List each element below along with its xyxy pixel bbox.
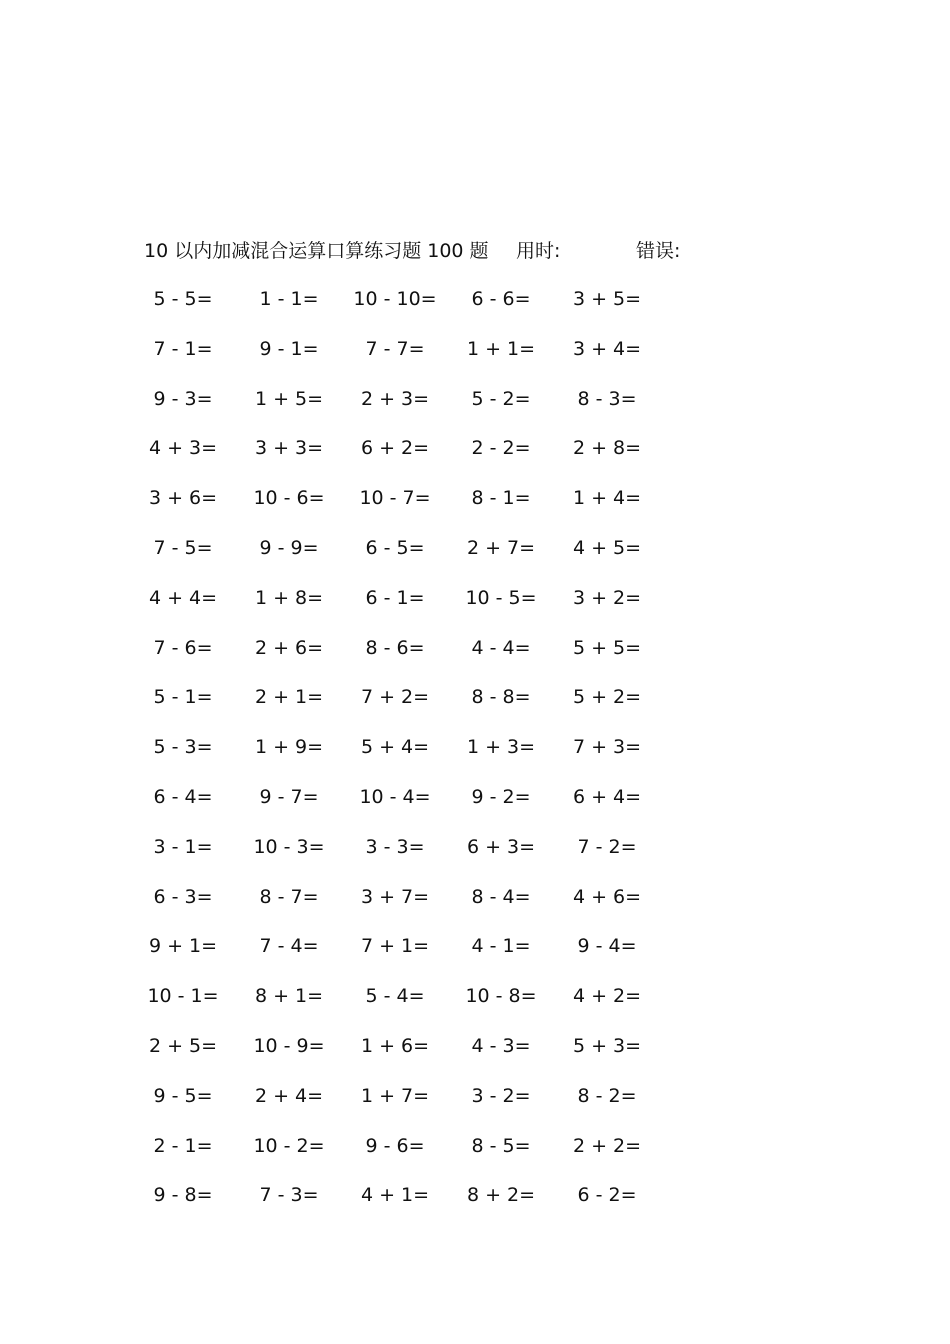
math-problem: 5 - 1= [153, 686, 213, 709]
math-problem: 1 + 5= [254, 387, 324, 410]
math-problem: 2 - 2= [471, 437, 531, 460]
math-problem: 2 + 8= [572, 437, 642, 460]
math-problem: 9 - 5= [153, 1084, 213, 1107]
math-problem: 8 + 2= [466, 1184, 536, 1207]
math-problem: 10 - 3= [253, 835, 325, 858]
math-problem: 9 - 1= [259, 337, 319, 360]
math-problem: 5 + 2= [572, 686, 642, 709]
math-problem: 7 - 5= [153, 536, 213, 559]
math-problem: 10 - 7= [359, 487, 431, 510]
problem-row [0, 931, 950, 981]
math-problem: 4 + 6= [572, 885, 642, 908]
math-problem: 10 - 2= [253, 1134, 325, 1157]
math-problem: 6 - 2= [577, 1184, 637, 1207]
math-problem: 2 + 3= [360, 387, 430, 410]
problem-row [0, 1031, 950, 1081]
math-problem: 7 - 3= [259, 1184, 319, 1207]
math-problem: 4 + 3= [148, 437, 218, 460]
math-problem: 7 - 4= [259, 935, 319, 958]
math-problem: 1 + 1= [466, 337, 536, 360]
math-problem: 3 + 7= [360, 885, 430, 908]
math-problem: 5 - 2= [471, 387, 531, 410]
math-problem: 4 + 2= [572, 985, 642, 1008]
math-problem: 3 + 6= [148, 487, 218, 510]
math-problem: 1 + 8= [254, 586, 324, 609]
math-problem: 5 - 3= [153, 736, 213, 759]
math-problem: 7 + 2= [360, 686, 430, 709]
math-problem: 10 - 1= [147, 985, 219, 1008]
math-problem: 4 - 3= [471, 1034, 531, 1057]
problem-row [0, 1180, 950, 1230]
math-problem: 4 - 4= [471, 636, 531, 659]
math-problem: 2 + 2= [572, 1134, 642, 1157]
math-problem: 2 + 1= [254, 686, 324, 709]
problem-row [0, 882, 950, 932]
math-problem: 8 - 2= [577, 1084, 637, 1107]
math-problem: 4 + 1= [360, 1184, 430, 1207]
math-problem: 5 - 5= [153, 288, 213, 310]
math-problem: 9 - 6= [365, 1134, 425, 1157]
problem-row [0, 981, 950, 1031]
problem-row [0, 583, 950, 633]
math-problem: 7 - 7= [365, 337, 425, 360]
math-problem: 10 - 9= [253, 1034, 325, 1057]
math-problem: 8 - 6= [365, 636, 425, 659]
problem-row [0, 633, 950, 683]
math-problem: 8 - 5= [471, 1134, 531, 1157]
math-problem: 7 + 3= [572, 736, 642, 759]
math-problem: 10 - 4= [359, 785, 431, 808]
math-problem: 5 + 5= [572, 636, 642, 659]
math-problem: 1 + 6= [360, 1034, 430, 1057]
math-problem: 6 - 1= [365, 586, 425, 609]
problem-grid [0, 284, 950, 1230]
math-problem: 4 + 4= [148, 586, 218, 609]
problem-row [0, 533, 950, 583]
math-problem: 7 - 6= [153, 636, 213, 659]
math-problem: 9 - 8= [153, 1184, 213, 1207]
math-problem: 1 - 1= [259, 288, 319, 310]
errors-label: 错误: [636, 240, 681, 262]
math-problem: 6 - 6= [471, 288, 531, 310]
math-problem: 1 + 7= [360, 1084, 430, 1107]
math-problem: 6 - 5= [365, 536, 425, 559]
math-problem: 10 - 6= [253, 487, 325, 510]
math-problem: 9 + 1= [148, 935, 218, 958]
math-problem: 8 + 1= [254, 985, 324, 1008]
worksheet-title: 10 以内加减混合运算口算练习题 100 题 [144, 240, 489, 262]
time-used-label: 用时: [516, 240, 561, 262]
math-problem: 5 + 4= [360, 736, 430, 759]
math-problem: 3 + 3= [254, 437, 324, 460]
math-problem: 9 - 9= [259, 536, 319, 559]
math-problem: 7 - 2= [577, 835, 637, 858]
problem-row [0, 1131, 950, 1181]
math-problem: 9 - 7= [259, 785, 319, 808]
problem-row [0, 832, 950, 882]
problem-row [0, 384, 950, 434]
math-problem: 8 - 4= [471, 885, 531, 908]
math-problem: 2 + 4= [254, 1084, 324, 1107]
math-problem: 1 + 9= [254, 736, 324, 759]
problem-row [0, 433, 950, 483]
math-problem: 10 - 8= [465, 985, 537, 1008]
math-problem: 3 - 1= [153, 835, 213, 858]
math-problem: 9 - 4= [577, 935, 637, 958]
math-problem: 8 - 3= [577, 387, 637, 410]
math-problem: 1 + 4= [572, 487, 642, 510]
math-problem: 4 - 1= [471, 935, 531, 958]
math-problem: 7 - 1= [153, 337, 213, 360]
math-problem: 1 + 3= [466, 736, 536, 759]
math-problem: 9 - 2= [471, 785, 531, 808]
math-problem: 2 + 6= [254, 636, 324, 659]
problem-row [0, 284, 950, 334]
math-problem: 7 + 1= [360, 935, 430, 958]
math-problem: 8 - 8= [471, 686, 531, 709]
problem-row [0, 483, 950, 533]
math-problem: 9 - 3= [153, 387, 213, 410]
math-problem: 2 + 7= [466, 536, 536, 559]
math-problem: 10 - 10= [353, 288, 437, 310]
problem-row [0, 682, 950, 732]
problem-row [0, 334, 950, 384]
math-problem: 3 + 5= [572, 288, 642, 310]
math-problem: 3 - 3= [365, 835, 425, 858]
math-problem: 2 + 5= [148, 1034, 218, 1057]
math-problem: 4 + 5= [572, 536, 642, 559]
math-problem: 6 + 4= [572, 785, 642, 808]
math-problem: 2 - 1= [153, 1134, 213, 1157]
problem-row [0, 1081, 950, 1131]
math-problem: 8 - 7= [259, 885, 319, 908]
math-problem: 6 + 3= [466, 835, 536, 858]
math-problem: 3 - 2= [471, 1084, 531, 1107]
math-problem: 5 + 3= [572, 1034, 642, 1057]
problem-row [0, 782, 950, 832]
problem-row [0, 732, 950, 782]
math-problem: 6 + 2= [360, 437, 430, 460]
math-problem: 6 - 3= [153, 885, 213, 908]
math-problem: 5 - 4= [365, 985, 425, 1008]
math-problem: 3 + 2= [572, 586, 642, 609]
worksheet-header [0, 236, 950, 266]
math-problem: 8 - 1= [471, 487, 531, 510]
math-problem: 10 - 5= [465, 586, 537, 609]
math-problem: 6 - 4= [153, 785, 213, 808]
math-problem: 3 + 4= [572, 337, 642, 360]
